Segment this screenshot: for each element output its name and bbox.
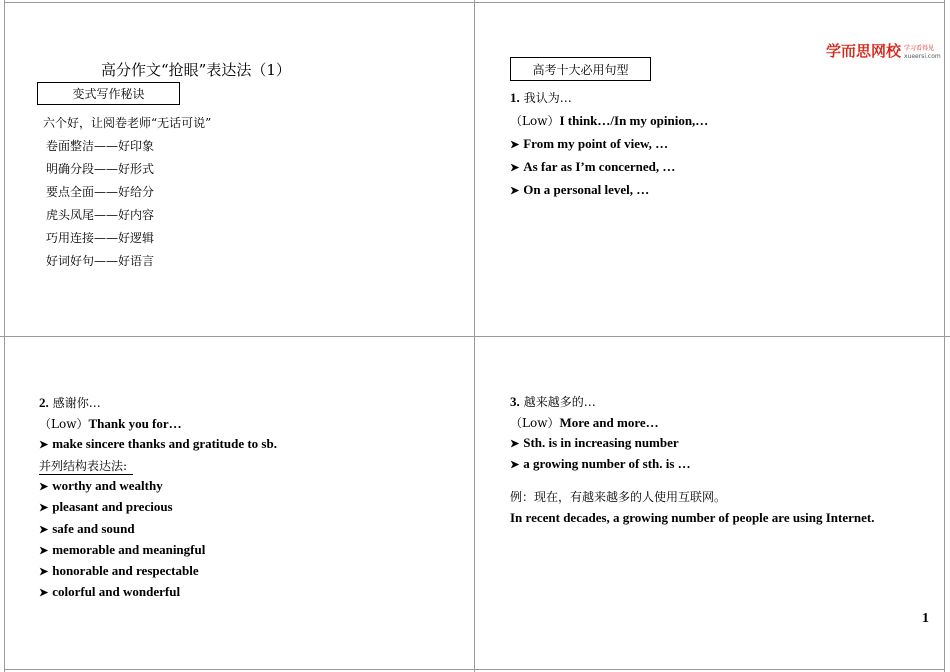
logo-main-text: 学而思网校 <box>826 42 902 60</box>
slide3-heading-cn: 感谢你… <box>52 396 101 410</box>
slide3-heading <box>39 394 101 412</box>
slide4-bullet: ➤ a growing number of sth. is … <box>510 456 691 471</box>
slide1-intro: 六个好，让阅卷老师“无话可说” <box>43 116 212 130</box>
slide2-heading-num: 1. <box>510 90 520 105</box>
slide3-bullet: ➤ colorful and wonderful <box>39 584 181 599</box>
bullet-arrow-icon: ➤ <box>39 545 49 557</box>
slide3-bullet: ➤ memorable and meaningful <box>39 542 206 557</box>
bullet-arrow-icon: ➤ <box>510 438 520 450</box>
bullet-arrow-icon: ➤ <box>39 524 49 536</box>
slide4-bullet: ➤ Sth. is in increasing number <box>510 435 679 450</box>
slide4-example-cn: 例：现在，有越来越多的人使用互联网。 <box>510 490 727 504</box>
slide3-low-en: Thank you for… <box>88 416 182 431</box>
slide4-heading-num: 3. <box>510 394 520 409</box>
slide2-low-en: I think…/In my opinion,… <box>559 113 709 128</box>
bullet-arrow-icon: ➤ <box>510 162 520 174</box>
horizontal-divider <box>0 336 950 337</box>
bullet-arrow-icon: ➤ <box>510 139 520 151</box>
bullet-arrow-icon: ➤ <box>510 459 520 471</box>
slide3-bullet: ➤ worthy and wealthy <box>39 478 163 493</box>
slide4-low-line <box>510 414 659 432</box>
slide4-low-cn: （Low） <box>510 416 560 430</box>
slide3-low-line <box>39 415 182 433</box>
bullet-arrow-icon: ➤ <box>39 587 49 599</box>
bullet-arrow-icon: ➤ <box>39 439 49 451</box>
bullet-arrow-icon: ➤ <box>39 566 49 578</box>
slide1-item: 虎头凤尾——好内容 <box>46 208 155 222</box>
slide3-heading-num: 2. <box>39 395 49 410</box>
slide2-box-label: 高考十大必用句型 <box>510 57 651 81</box>
logo-side <box>904 45 941 61</box>
slide1-item: 好词好句——好语言 <box>46 254 155 268</box>
slide3-bullet-main: ➤ make sincere thanks and gratitude to sb. <box>39 436 277 451</box>
slide2-low-line <box>510 112 708 130</box>
logo-domain: xueersi.com <box>904 53 941 60</box>
slide1-item: 要点全面——好给分 <box>46 185 155 199</box>
slide3-low-cn: （Low） <box>39 417 89 431</box>
page-number: 1 <box>922 611 929 626</box>
slide1-item: 巧用连接——好逻辑 <box>46 231 155 245</box>
slide2-heading-cn: 我认为… <box>523 91 572 105</box>
slide2-bullet: ➤ From my point of view, … <box>510 136 669 151</box>
slide2-low-cn: （Low） <box>510 114 560 128</box>
slide2-bullet: ➤ On a personal level, … <box>510 182 650 197</box>
slide1-item: 明确分段——好形式 <box>46 162 155 176</box>
slide3-bullet: ➤ honorable and respectable <box>39 563 199 578</box>
slide2-heading <box>510 89 572 107</box>
xueersi-logo <box>826 40 941 61</box>
bullet-arrow-icon: ➤ <box>510 185 520 197</box>
slide3-bullet: ➤ pleasant and precious <box>39 499 173 514</box>
slide4-heading-cn: 越来越多的… <box>523 395 596 409</box>
bullet-arrow-icon: ➤ <box>39 481 49 493</box>
slide1-box-label: 变式写作秘诀 <box>37 82 180 105</box>
slide1-title: 高分作文“抢眼”表达法（1） <box>101 61 291 79</box>
slide3-bullet: ➤ safe and sound <box>39 521 135 536</box>
slide1-item: 卷面整洁——好印象 <box>46 139 155 153</box>
slide4-low-en: More and more… <box>559 415 659 430</box>
bullet-arrow-icon: ➤ <box>39 502 49 514</box>
logo-tagline: 学习看得见 <box>904 45 935 52</box>
slide2-bullet: ➤ As far as I’m concerned, … <box>510 159 676 174</box>
slide3-parallel-label: 并列结构表达法: <box>39 457 133 475</box>
slide4-example-en: In recent decades, a growing number of people are using Internet. <box>510 510 875 525</box>
slide4-heading <box>510 393 596 411</box>
